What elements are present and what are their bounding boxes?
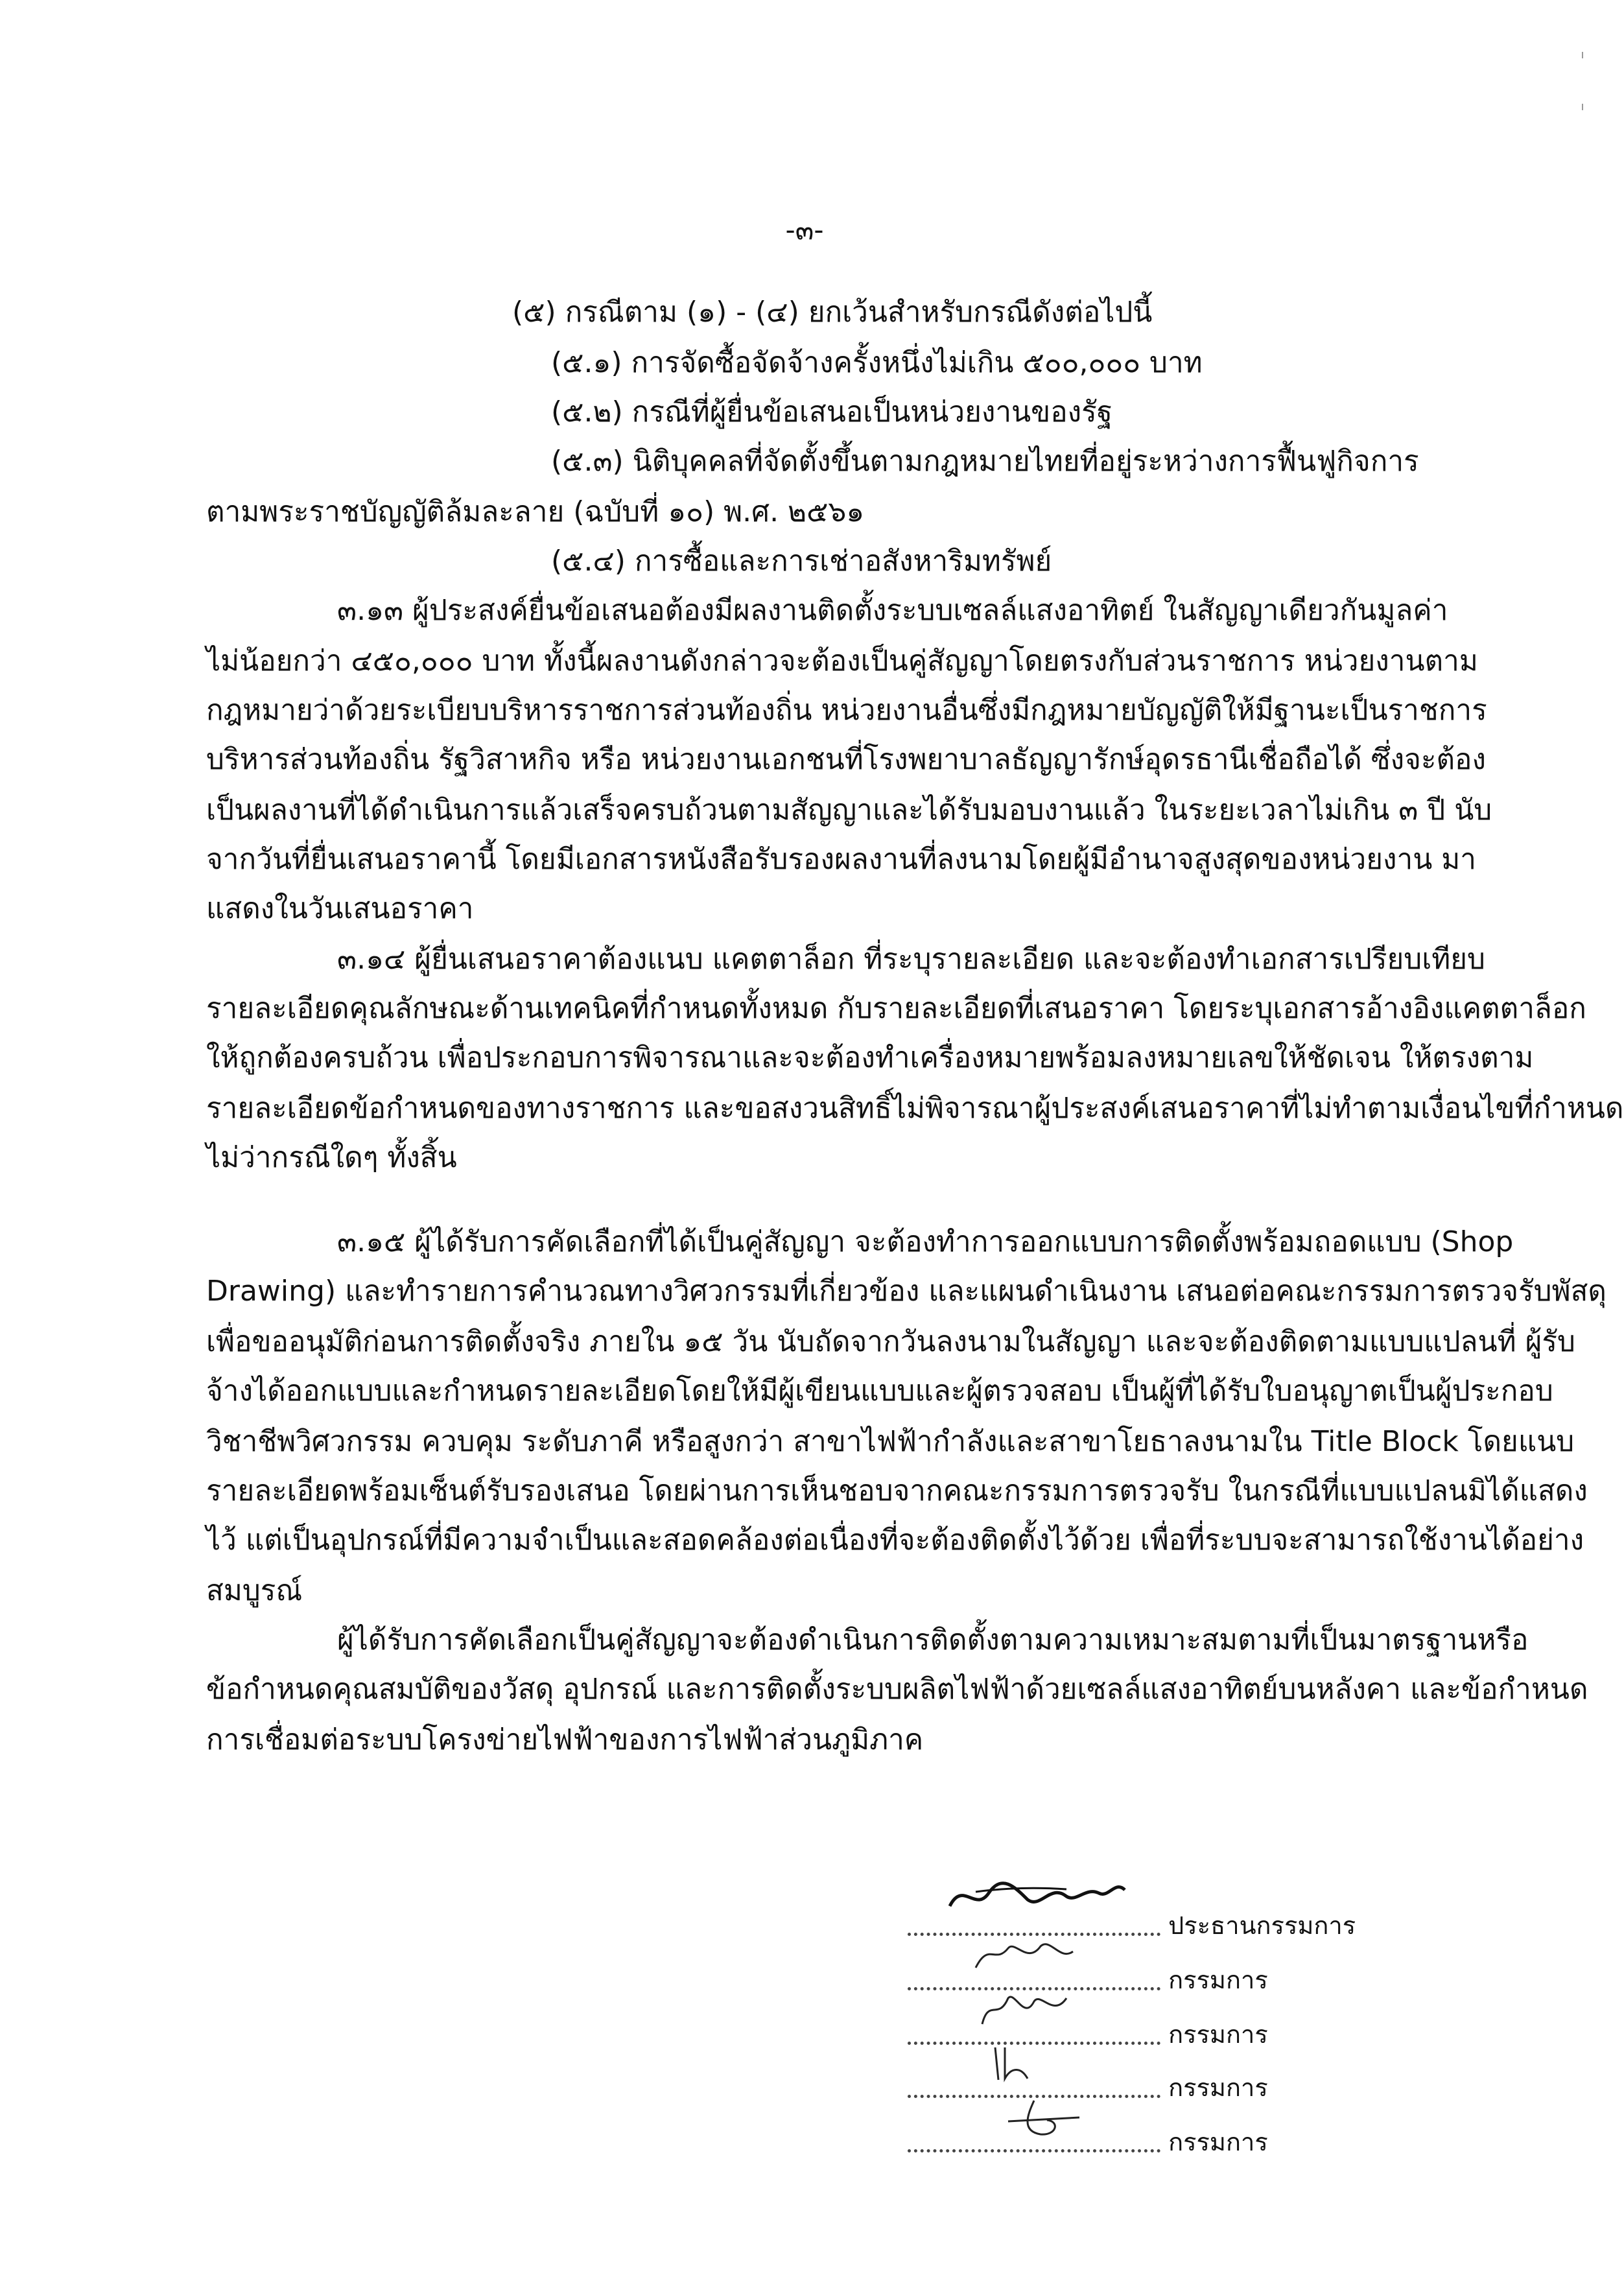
page-number: -๓- — [785, 214, 824, 246]
signature-role: กรรมการ — [1168, 2020, 1268, 2049]
item-5-4: (๕.๔) การซื้อและการเช่าอสังหาริมทรัพย์ — [551, 545, 1052, 578]
signature-role: กรรมการ — [1168, 1966, 1268, 1994]
para-3-14-line: รายละเอียดคุณลักษณะด้านเทคนิคที่กำหนดทั้งหมด กับรายละเอียดที่เสนอราคา โดยระบุเอกสารอ้างอิงแคตตาล็อก — [206, 992, 1586, 1025]
signature-role: กรรมการ — [1168, 2128, 1268, 2156]
para-3-13-line: ๓.๑๓ ผู้ประสงค์ยื่นข้อเสนอต้องมีผลงานติดตั้งระบบเซลล์แสงอาทิตย์ ในสัญญาเดียวกันมูลค่า — [337, 594, 1448, 627]
para-3-14-line: รายละเอียดข้อกำหนดของทางราชการ และขอสงวนสิทธิ์ไม่พิจารณาผู้ประสงค์เสนอราคาที่ไม่ทำตามเงื่อนไขที่กำหนด — [206, 1092, 1624, 1125]
para-3-13-line: บริหารส่วนท้องถิ่น รัฐวิสาหกิจ หรือ หน่วยงานเอกชนที่โรงพยาบาลธัญญารักษ์อุดรธานีเชื่อถือได้ ซึ่งจะต้อง — [206, 743, 1486, 776]
item-5: (๕) กรณีตาม (๑) - (๔) ยกเว้นสำหรับกรณีดังต่อไปนี้ — [512, 296, 1153, 329]
para-final-line: ข้อกำหนดคุณสมบัติของวัสดุ อุปกรณ์ และการติดตั้งระบบผลิตไฟฟ้าด้วยเซลล์แสงอาทิตย์บนหลังคา และข้อกำหนด — [206, 1673, 1588, 1706]
para-3-13-line: ไม่น้อยกว่า ๔๕๐,๐๐๐ บาท ทั้งนี้ผลงานดังกล่าวจะต้องเป็นคู่สัญญาโดยตรงกับส่วนราชการ หน่วยงานตาม — [206, 644, 1478, 678]
item-5-2: (๕.๒) กรณีที่ผู้ยื่นข้อเสนอเป็นหน่วยงานของรัฐ — [551, 395, 1113, 429]
para-3-15-line: สมบูรณ์ — [206, 1574, 303, 1607]
para-3-15-line: วิชาชีพวิศวกรรม ควบคุม ระดับภาคี หรือสูงกว่า สาขาไฟฟ้ากำลังและสาขาโยธาลงนามใน Title Block โดยแนบ — [206, 1425, 1575, 1458]
para-3-15-line: ๓.๑๕ ผู้ได้รับการคัดเลือกที่ได้เป็นคู่สัญญา จะต้องทำการออกแบบการติดตั้งพร้อมถอดแบบ (Shop — [337, 1225, 1514, 1258]
para-3-15-line: จ้างได้ออกแบบและกำหนดรายละเอียดโดยให้มีผู้เขียนแบบและผู้ตรวจสอบ เป็นผู้ที่ได้รับใบอนุญาตเป็นผู้ประกอบ — [206, 1374, 1553, 1408]
para-3-15-line: รายละเอียดพร้อมเซ็นต์รับรองเสนอ โดยผ่านการเห็นชอบจากคณะกรรมการตรวจรับ ในกรณีที่แบบแปลนมิได้แสดง — [206, 1474, 1588, 1507]
item-5-3: (๕.๓) นิติบุคคลที่จัดตั้งขึ้นตามกฎหมายไทยที่อยู่ระหว่างการฟื้นฟูกิจการ — [551, 445, 1419, 478]
para-final-line: การเชื่อมต่อระบบโครงข่ายไฟฟ้าของการไฟฟ้าส่วนภูมิภาค — [206, 1723, 924, 1756]
para-3-13-line: แสดงในวันเสนอราคา — [206, 892, 474, 925]
item-5-1: (๕.๑) การจัดซื้อจัดจ้างครั้งหนึ่งไม่เกิน ๕๐๐,๐๐๐ บาท — [551, 346, 1203, 379]
signature-line-member — [908, 2123, 1374, 2162]
para-3-14-line: ๓.๑๔ ผู้ยื่นเสนอราคาต้องแนบ แคตตาล็อก ที่ระบุรายละเอียด และจะต้องทำเอกสารเปรียบเทียบ — [337, 943, 1485, 976]
para-3-13-line: จากวันที่ยื่นเสนอราคานี้ โดยมีเอกสารหนังสือรับรองผลงานที่ลงนามโดยผู้มีอำนาจสูงสุดของหน่วยงาน มา — [206, 843, 1476, 876]
scan-mark — [1582, 104, 1603, 110]
dotted-line — [908, 2149, 1160, 2152]
signature-role: กรรมการ — [1168, 2073, 1268, 2102]
para-3-13-line: เป็นผลงานที่ได้ดำเนินการแล้วเสร็จครบถ้วนตามสัญญาและได้รับมอบงานแล้ว ในระยะเวลาไม่เกิน ๓ ปี นับ — [206, 794, 1492, 827]
para-3-14-line: ให้ถูกต้องครบถ้วน เพื่อประกอบการพิจารณาและจะต้องทำเครื่องหมายพร้อมลงหมายเลขให้ชัดเจน ให้ตรงตาม — [206, 1041, 1534, 1074]
para-3-14-line: ไม่ว่ากรณีใดๆ ทั้งสิ้น — [206, 1141, 457, 1174]
scan-mark — [1582, 52, 1603, 58]
para-3-15-line: เพื่อขออนุมัติก่อนการติดตั้งจริง ภายใน ๑๕ วัน นับถัดจากวันลงนามในสัญญา และจะต้องติดตามแบบแปลนที่ ผู้รับ — [206, 1325, 1575, 1358]
para-3-15-line: ไว้ แต่เป็นอุปกรณ์ที่มีความจำเป็นและสอดคล้องต่อเนื่องที่จะต้องติดตั้งไว้ด้วย เพื่อที่ระบบจะสามารถใช้งานได้อย่าง — [206, 1524, 1584, 1557]
signature-role: ประธานกรรมการ — [1168, 1911, 1356, 1940]
para-final-line: ผู้ได้รับการคัดเลือกเป็นคู่สัญญาจะต้องดำเนินการติดตั้งตามความเหมาะสมตามที่เป็นมาตรฐานหรือ — [337, 1623, 1529, 1656]
item-5-3-cont: ตามพระราชบัญญัติล้มละลาย (ฉบับที่ ๑๐) พ.ศ. ๒๕๖๑ — [206, 495, 865, 528]
para-3-15-line: Drawing) และทำรายการคำนวณทางวิศวกรรมที่เกี่ยวข้อง และแผนดำเนินงาน เสนอต่อคณะกรรมการตรวจรับพัสดุ — [206, 1275, 1606, 1308]
para-3-13-line: กฎหมายว่าด้วยระเบียบบริหารราชการส่วนท้องถิ่น หน่วยงานอื่นซึ่งมีกฎหมายบัญญัติให้มีฐานะเป็นราชการ — [206, 694, 1487, 727]
